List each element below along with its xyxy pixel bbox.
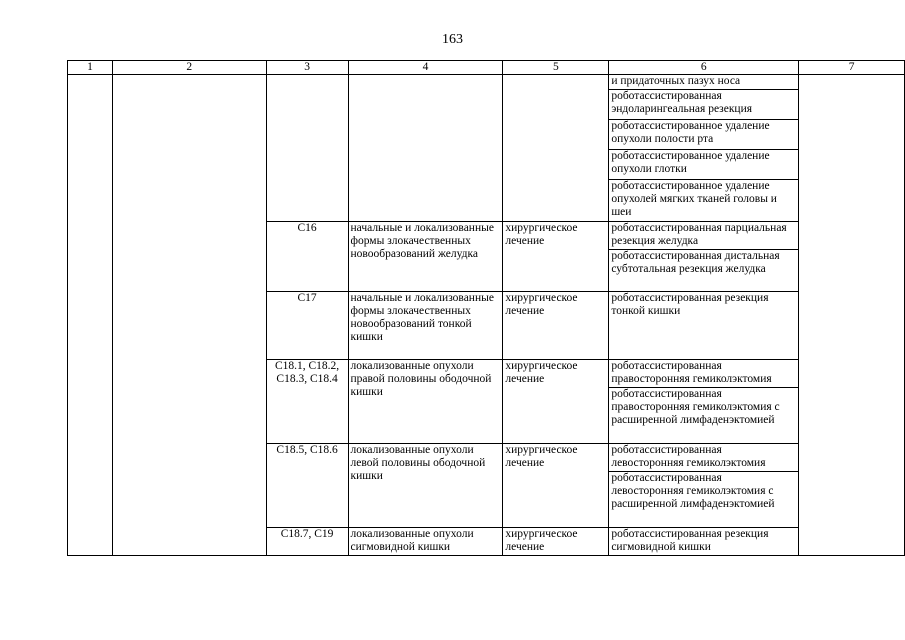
- procedure-item: роботассистированная правосторонняя гемиколэктомия: [609, 360, 798, 388]
- code-cell: C16: [266, 222, 348, 292]
- column-header-6: 6: [609, 61, 799, 75]
- col2-cell: [112, 75, 266, 556]
- column-header-3: 3: [266, 61, 348, 75]
- treatment-cell: хирургическое лечение: [503, 444, 609, 528]
- code-cell: C17: [266, 292, 348, 360]
- procedure-item: роботассистированное удаление опухоли полости рта: [609, 120, 798, 150]
- procedures-cell: [609, 75, 799, 222]
- procedures-cell: [609, 360, 799, 444]
- treatment-cell: хирургическое лечение: [503, 292, 609, 360]
- treatment-cell: [503, 75, 609, 222]
- treatment-cell: хирургическое лечение: [503, 222, 609, 292]
- diagnosis-cell: локализованные опухоли сигмовидной кишки: [348, 528, 503, 556]
- column-number-row: [68, 61, 905, 75]
- column-header-7: 7: [799, 61, 905, 75]
- procedure-item: роботассистированная резекция тонкой кишки: [611, 292, 769, 317]
- treatment-cell: хирургическое лечение: [503, 360, 609, 444]
- column-header-5: 5: [503, 61, 609, 75]
- column-header-4: 4: [348, 61, 503, 75]
- procedure-item: роботассистированная дистальная субтотальная резекция желудка: [611, 250, 780, 275]
- diagnosis-cell: локализованные опухоли правой половины ободочной кишки: [348, 360, 503, 444]
- procedures-cell: [609, 222, 799, 292]
- diagnosis-cell: начальные и локализованные формы злокачественных новообразований желудка: [348, 222, 503, 292]
- code-cell: C18.5, C18.6: [266, 444, 348, 528]
- treatment-cell: хирургическое лечение: [503, 528, 609, 556]
- procedure-item: роботассистированное удаление опухолей мягких тканей головы и шеи: [611, 180, 777, 218]
- procedure-item: роботассистированная левосторонняя гемиколэктомия с расширенной лимфаденэктомией: [611, 472, 775, 510]
- procedure-item: роботассистированная резекция сигмовидной кишки: [611, 528, 769, 553]
- diagnosis-cell: локализованные опухоли левой половины ободочной кишки: [348, 444, 503, 528]
- diagnosis-cell: [348, 75, 503, 222]
- code-cell: [266, 75, 348, 222]
- procedures-cell: [609, 444, 799, 528]
- procedure-item: роботассистированная парциальная резекция желудка: [609, 222, 798, 250]
- procedure-item: роботассистированная правосторонняя гемиколэктомия с расширенной лимфаденэктомией: [611, 388, 780, 426]
- procedures-cell: [609, 292, 799, 360]
- page-number: 163: [442, 32, 463, 47]
- table-row: [68, 75, 905, 222]
- column-header-2: 2: [112, 61, 266, 75]
- procedure-item: и придаточных пазух носа: [609, 75, 798, 90]
- column-header-1: 1: [68, 61, 113, 75]
- code-cell: C18.7, C19: [266, 528, 348, 556]
- procedure-item: роботассистированное удаление опухоли глотки: [609, 150, 798, 180]
- procedure-item: роботассистированная левосторонняя гемиколэктомия: [609, 444, 798, 472]
- diagnosis-cell: начальные и локализованные формы злокачественных новообразований тонкой кишки: [348, 292, 503, 360]
- col7-cell: [799, 75, 905, 556]
- services-table: [67, 60, 905, 556]
- col1-cell: [68, 75, 113, 556]
- procedures-cell: [609, 528, 799, 556]
- procedure-item: роботассистированная эндоларингеальная резекция: [609, 90, 798, 120]
- code-cell: C18.1, C18.2, C18.3, C18.4: [266, 360, 348, 444]
